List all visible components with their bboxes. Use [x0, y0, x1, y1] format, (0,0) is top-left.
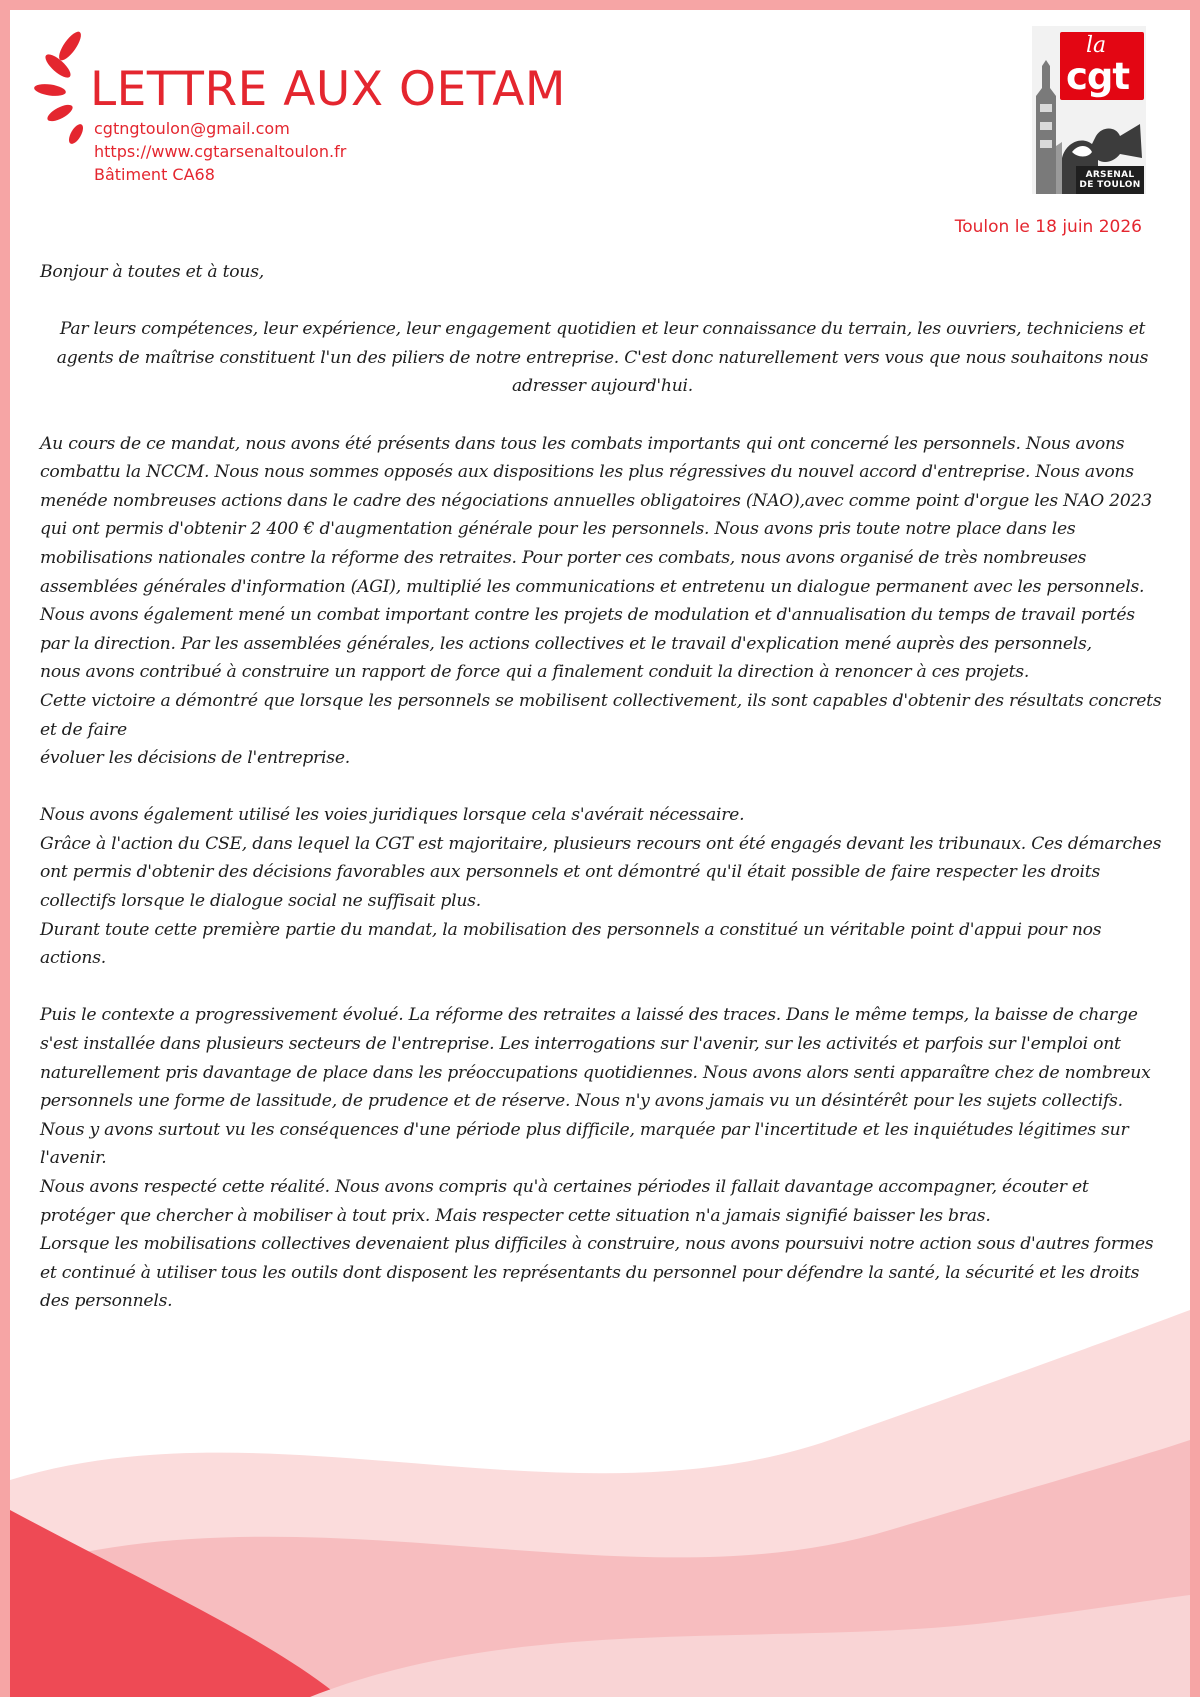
contact-website[interactable]: https://www.cgtarsenaltoulon.fr: [94, 142, 347, 161]
body-paragraph: Nous avons également utilisé les voies juridiques lorsque cela s'avérait nécessaire.: [40, 805, 745, 826]
body-paragraph: évoluer les décisions de l'entreprise.: [40, 748, 350, 769]
body-paragraph: Puis le contexte a progressivement évolué. La réforme des retraites a laissé des traces. Dans le même temps, la baisse de charge s'est installée dans plusieurs secteurs de l'entreprise. Les interrogations sur l'avenir, sur les activités et parfois sur l'emploi ont: [40, 1005, 1138, 1055]
spacer: [40, 287, 1165, 316]
logo-word-cgt: cgt: [1066, 55, 1130, 98]
body-paragraph: Lorsque les mobilisations collectives devenaient plus difficiles à construire, nous avons poursuivi notre action sous d'autres formes et continué à utiliser tous les outils dont disposent les représentants du personnel pour défendre la santé, la sécurité et les droits des personnels.: [40, 1234, 1154, 1312]
spacer: [40, 973, 1165, 1002]
letter-date: Toulon le 18 juin 2026: [954, 217, 1142, 237]
letter-body: [40, 258, 1165, 1316]
body-paragraph: nous avons contribué à construire un rapport de force qui a finalement conduit la direction à renoncer à ces projets.: [40, 662, 1030, 683]
letter-page: [10, 10, 1190, 1697]
logo-line-toulon: DE TOULON: [1079, 180, 1141, 190]
body-paragraph: Au cours de ce mandat, nous avons été présents dans tous les combats importants qui ont concerné les personnels. Nous avons combattu la NCCM. Nous nous sommes opposés aux dispositions les plus régressives du nouvel accord d'entreprise. Nous avons menéde nombreuses actions dans le cadre des négociations annuelles obligatoires (NAO),avec comme point d'orgue les NAO 2023 qui ont permis d'obtenir 2 400 € d'augmentation générale pour les personnels. Nous avons pris toute notre place dans les mobilisations nationales contre la réforme des retraites. Pour porter ces combats, nous avons organisé de très nombreuses assemblées générales d'information (AGI), multiplié les communications et entretenu un dialogue permanent avec les personnels.: [40, 433, 1152, 597]
cgt-arsenal-logo: [1032, 26, 1146, 194]
spacer: [40, 401, 1165, 430]
body-paragraph: collectifs lorsque le dialogue social ne suffisait plus.: [40, 891, 481, 912]
body-paragraph: Durant toute cette première partie du mandat, la mobilisation des personnels a constitué un véritable point d'appui pour nos actions.: [40, 919, 1102, 969]
body-paragraph: naturellement pris davantage de place dans les préoccupations quotidiennes. Nous avons alors senti apparaître chez de nombreux personnels une forme de lassitude, de prudence et de réserve. Nous n'y avons jamais vu un désintérêt pour les sujets collectifs. Nous y avons surtout vu les conséquences d'une période plus difficile, marquée par l'incertitude et les inquiétudes légitimes sur l'avenir.: [40, 1062, 1151, 1169]
intro-paragraph: Par leurs compétences, leur expérience, leur engagement quotidien et leur connaissance du terrain, les ouvriers, techniciens et agents de maîtrise constituent l'un des piliers de notre entreprise. C'est donc naturellement vers vous que nous souhaitons nous adresser aujourd'hui.: [56, 319, 1149, 397]
contact-block: [94, 117, 346, 186]
logo-word-la: la: [1086, 33, 1107, 58]
body-paragraph: Cette victoire a démontré que lorsque les personnels se mobilisent collectivement, ils sont capables d'obtenir des résultats concrets et de faire: [40, 690, 1162, 740]
letter-title: LETTRE AUX OETAM: [90, 62, 566, 117]
spacer: [40, 773, 1165, 802]
greeting: Bonjour à toutes et à tous,: [40, 262, 264, 282]
body-paragraph: Grâce à l'action du CSE, dans lequel la CGT est majoritaire, plusieurs recours ont été engagés devant les tribunaux. Ces démarches ont permis d'obtenir des décisions favorables aux personnels et ont démontré qu'il était possible de faire respecter les droits: [40, 833, 1162, 883]
body-paragraph: Nous avons respecté cette réalité. Nous avons compris qu'à certaines périodes il fallait davantage accompagner, écouter et protéger que chercher à mobiliser à tout prix. Mais respecter cette situation n'a jamais signifié baisser les bras.: [40, 1177, 1089, 1226]
logo-line-arsenal: ARSENAL: [1085, 170, 1135, 180]
body-paragraph: Nous avons également mené un combat important contre les projets de modulation et d'annualisation du temps de travail portés par la direction. Par les assemblées générales, les actions collectives et le travail d'explication mené auprès des personnels,: [40, 605, 1135, 654]
contact-building: Bâtiment CA68: [94, 165, 215, 184]
contact-email[interactable]: cgtngtoulon@gmail.com: [94, 119, 290, 138]
